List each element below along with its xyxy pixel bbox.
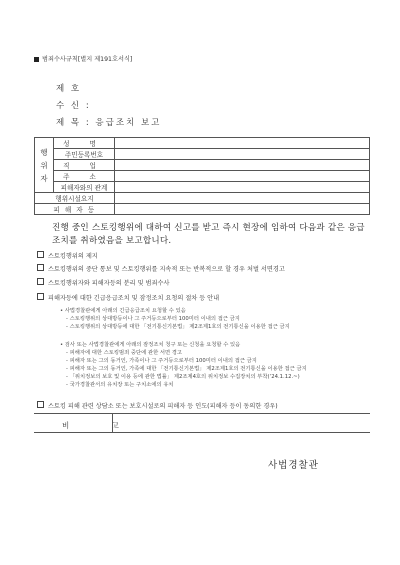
incident-summary-field[interactable] xyxy=(115,193,370,204)
report-statement: 진행 중인 스토킹행위에 대하여 신고를 받고 즉시 현장에 임하여 다음과 같은 응급조치를 취하였음을 보고합니다. xyxy=(52,223,365,246)
remark-divider xyxy=(112,413,113,432)
emergency-measure-item: - 스토킹행위의 상대방등이나 그 주거등으로부터 100미터 이내의 접근 금지 xyxy=(66,316,240,322)
check-item-4[interactable]: 피해자등에 대한 긴급응급조치 및 잠정조치 요청의 절차 등 안내 xyxy=(37,293,219,302)
form-header xyxy=(34,54,132,63)
subject: 제 목 : 응급조치 보고 xyxy=(56,118,162,128)
relationship-label: 피해자와의 관계 xyxy=(54,182,115,193)
incident-summary-label: 행위시설요지 xyxy=(35,193,115,204)
checkbox-icon[interactable] xyxy=(37,293,44,300)
name-label: 성 명 xyxy=(54,138,115,149)
address-field[interactable] xyxy=(115,171,370,182)
signature-officer: 사법경찰관 xyxy=(268,460,319,471)
remark-field[interactable] xyxy=(380,414,396,431)
victim-field[interactable] xyxy=(115,204,370,215)
resident-number-label: 주민등록번호 xyxy=(54,149,115,160)
provisional-measure-item: - 국가경찰관서의 유치장 또는 구치소에의 유치 xyxy=(66,382,174,388)
relationship-field[interactable] xyxy=(115,182,370,193)
document-number: 제 호 xyxy=(56,84,82,94)
name-field[interactable] xyxy=(115,138,370,149)
recipient: 수 신 : xyxy=(56,101,91,111)
resident-number-field[interactable] xyxy=(115,149,370,160)
remark-bottom-border xyxy=(34,432,370,433)
offender-group-label: 행 위 자 xyxy=(35,138,54,193)
square-bullet-icon xyxy=(34,57,39,62)
checkbox-icon[interactable] xyxy=(37,264,44,271)
check-item-1[interactable]: 스토킹행위의 제지 xyxy=(37,251,98,260)
checkbox-icon[interactable] xyxy=(37,278,44,285)
checkbox-icon[interactable] xyxy=(37,401,44,408)
provisional-measure-item: - 「위치정보의 보호 및 이용 등에 관한 법률」 제2조제4호의 위치정보 수집장치의 부착(‘24.1.12.~) xyxy=(66,374,300,380)
form-header-text: 범죄수사규칙[별지 제191호서식] xyxy=(42,56,133,63)
remark-top-border xyxy=(34,413,370,414)
provisional-measure-item: - 피해자에 대한 스토킹범죄 중단에 관한 서면 경고 xyxy=(66,350,183,356)
offender-info-table xyxy=(34,137,370,215)
provisional-measure-intro: • 검사 또는 사법경찰관에게 아래의 잠정조치 청구 또는 신청을 요청할 수 있음 xyxy=(60,342,241,348)
occupation-field[interactable] xyxy=(115,160,370,171)
provisional-measure-item: - 피해자 또는 그의 동거인, 가족이나 그 주거등으로부터 100미터 이내의 접근 금지 xyxy=(66,358,257,364)
checkbox-icon[interactable] xyxy=(37,251,44,258)
victim-label: 피 해 자 등 xyxy=(35,204,115,215)
provisional-measure-item: - 피해자 또는 그의 동거인, 가족에 대한 「전기통신기본법」 제2조제1호의 전기통신을 이용한 접근 금지 xyxy=(66,366,307,372)
address-label: 주 소 xyxy=(54,171,115,182)
emergency-measure-intro: • 사법경찰관에게 아래의 긴급응급조치 요청할 수 있음 xyxy=(60,308,186,314)
remark-label: 비 고 xyxy=(62,421,139,430)
check-item-2[interactable]: 스토킹행위의 중단 통보 및 스토킹행위를 지속적 또는 반복적으로 할 경우 처벌 서면경고 xyxy=(37,264,285,273)
check-item-5[interactable]: 스토킹 피해 관련 상담소 또는 보호시설로의 피해자 등 인도(피해자 등이 동의한 경우) xyxy=(37,401,278,410)
check-item-3[interactable]: 스토킹행위자와 피해자등의 분리 및 범죄수사 xyxy=(37,278,169,287)
occupation-label: 직 업 xyxy=(54,160,115,171)
emergency-measure-item: - 스토킹행위의 상대방등에 대한 「전기통신기본법」 제2조제1호의 전기통신을 이용한 접근 금지 xyxy=(66,324,290,330)
